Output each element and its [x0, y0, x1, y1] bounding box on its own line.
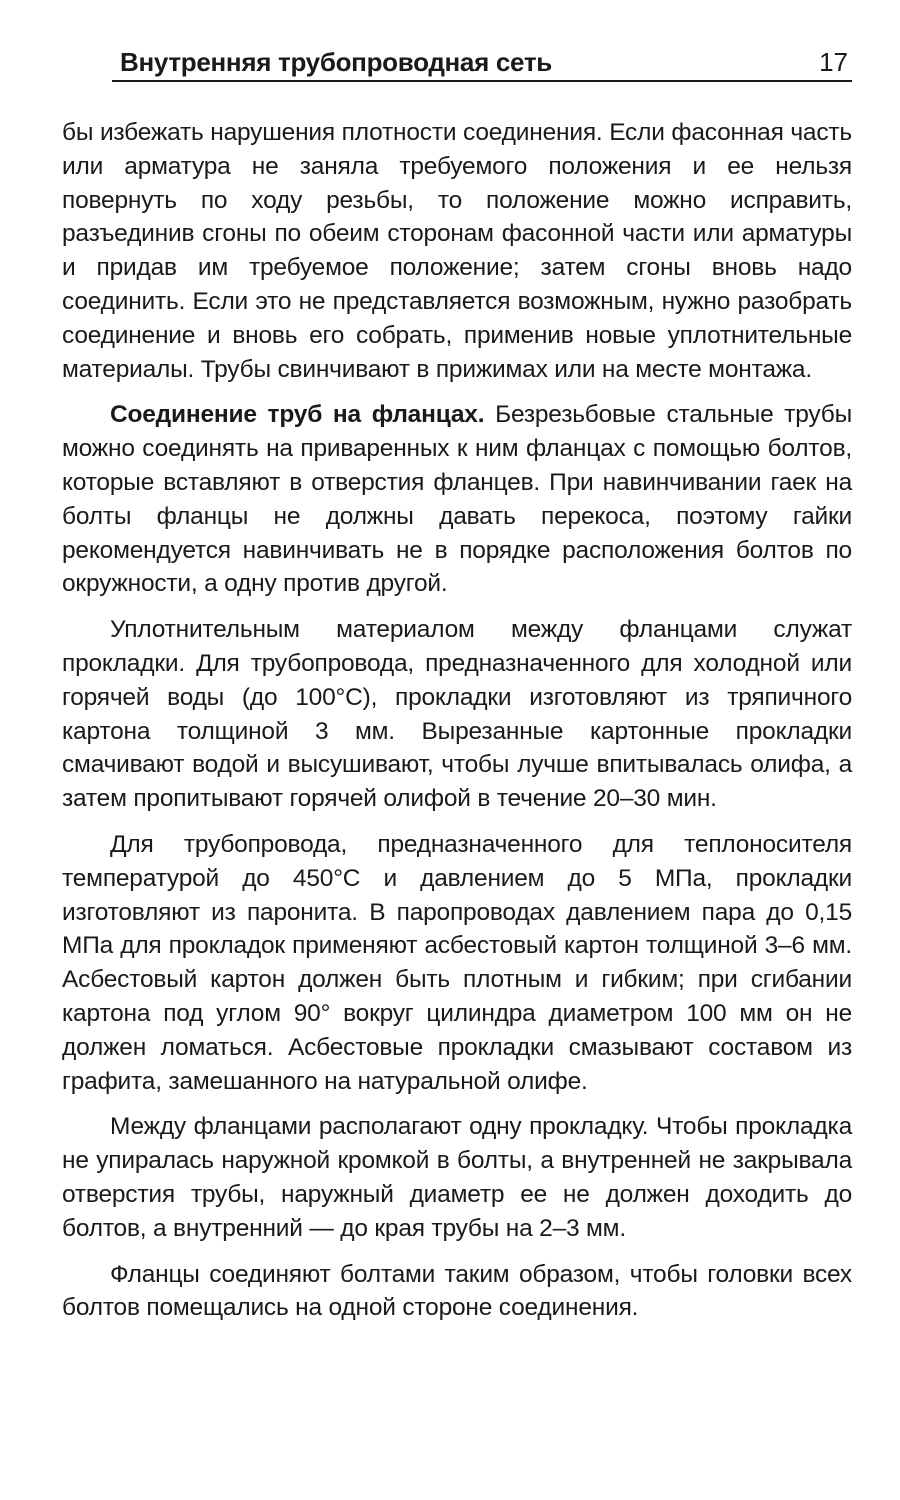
- page-number: 17: [819, 47, 848, 77]
- paragraph-4: Для трубопровода, предназначенного для теплоносителя температурой до 450°С и давлением до 5 МПа, прокладки изготовляют из паронита. В паропроводах давлением пара до 0,15 МПа для прокладок применяют асбестовый картон толщиной 3–6 мм. Асбестовый картон должен быть плотным и гибким; при сгибании картона под углом 90° вокруг цилиндра диаметром 100 мм он не должен ломаться. Асбестовые прокладки смазывают составом из графита, замешанного на натуральной олифе.: [62, 830, 852, 1095]
- running-title: Внутренняя трубопроводная сеть: [120, 47, 552, 77]
- paragraph-2: [62, 398, 852, 601]
- book-page: [62, 40, 852, 1337]
- running-head: [112, 40, 852, 82]
- body-text: [62, 116, 852, 1325]
- paragraph-3: Уплотнительным материалом между фланцами служат прокладки. Для трубопровода, предназначенного для холодной или горячей воды (до 100°С), прокладки изготовляют из тряпичного картона толщиной 3 мм. Вырезанные картонные прокладки смачивают водой и высушивают, чтобы лучше впитывалась олифа, а затем пропитывают горячей олифой в течение 20–30 мин.: [62, 616, 852, 813]
- paragraph-5: Между фланцами располагают одну прокладку. Чтобы прокладка не упиралась наружной кромкой в болты, а внутренней не закрывала отверстия трубы, наружный диаметр ее не должен доходить до болтов, а внутренний — до края трубы на 2–3 мм.: [62, 1113, 852, 1242]
- paragraph-6: Фланцы соединяют болтами таким образом, чтобы головки всех болтов помещались на одной стороне соединения.: [62, 1260, 852, 1322]
- paragraph-1: бы избежать нарушения плотности соединения. Если фасонная часть или арматура не заняла требуемого положения и ее нельзя повернуть по ходу резьбы, то положение можно исправить, разъединив сгоны по обеим сторонам фасонной части или арматуры и придав им требуемое положение; затем сгоны вновь надо соединить. Если это не представляется возможным, нужно разобрать соединение и вновь его собрать, применив новые уплотнительные материалы. Трубы свинчивают в прижимах или на месте монтажа.: [62, 119, 852, 383]
- section-run-in-heading: Соединение труб на фланцах.: [110, 401, 485, 429]
- paragraph-2-text: Безрезьбовые стальные трубы можно соединять на приваренных к ним фланцах с помощью болтов, которые вставляют в отверстия фланцев. При навинчивании гаек на болты фланцы не должны давать перекоса, поэтому гайки рекомендуется навинчивать не в порядке расположения болтов по окружности, а одну против другой.: [62, 401, 852, 598]
